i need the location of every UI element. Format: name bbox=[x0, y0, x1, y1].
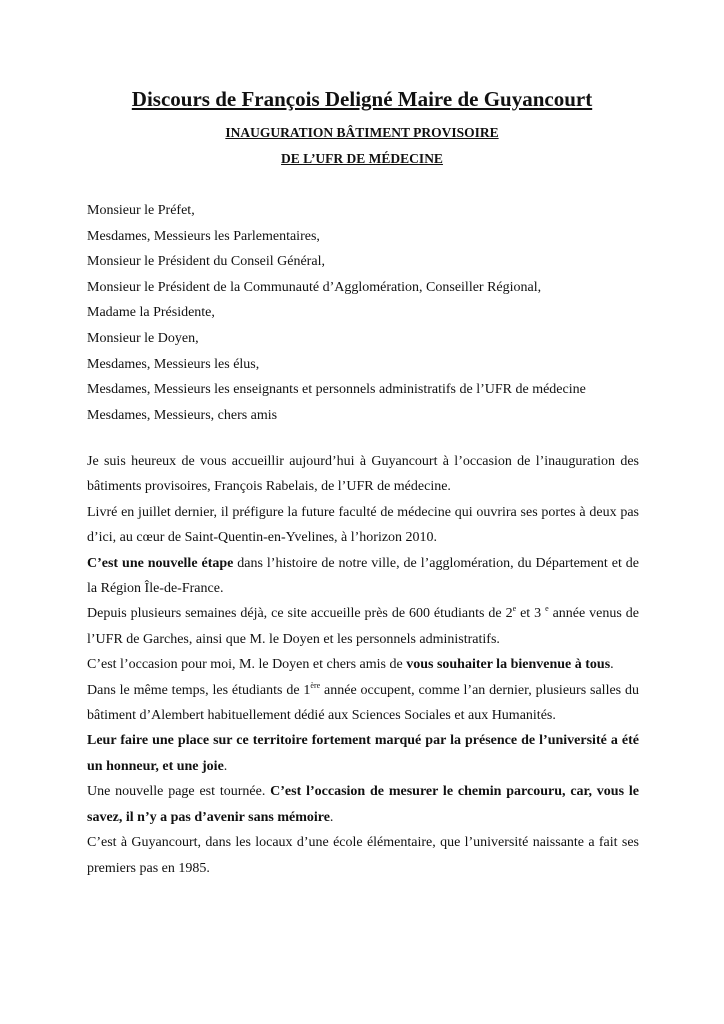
paragraph-history: C’est à Guyancourt, dans les locaux d’une école élémentaire, que l’université naissante a fait ses premiers pas en 1985. bbox=[87, 835, 639, 876]
paragraph-text: . bbox=[329, 809, 334, 825]
paragraph-new-step bbox=[87, 551, 639, 602]
paragraph-first-year bbox=[87, 678, 639, 729]
bold-text: C’est l’occasion de mesurer le chemin parcouru, car, vous le savez, il n’y a pas d’avenir sans mémoire bbox=[87, 784, 639, 825]
paragraph-welcome-all bbox=[87, 652, 639, 677]
salutation-line: Monsieur le Président de la Communauté d’Agglomération, Conseiller Régional, bbox=[87, 279, 542, 295]
ordinal-superscript: e bbox=[512, 604, 517, 614]
speech-body bbox=[87, 449, 639, 881]
salutation-line: Mesdames, Messieurs les Parlementaires, bbox=[87, 228, 320, 244]
paragraph-text: année occupent, comme l’an dernier, plusieurs salles du bâtiment d’Alembert habituellement dédié aux Sciences Sociales et aux Humanités. bbox=[87, 682, 639, 724]
paragraph-delivery: Livré en juillet dernier, il préfigure la future faculté de médecine qui ouvrira ses portes à deux pas d’ici, au cœur de Saint-Quentin-en-Yvelines, à l’horizon 2010. bbox=[87, 504, 639, 546]
paragraph-students bbox=[87, 601, 639, 652]
paragraph-welcome: Je suis heureux de vous accueillir aujourd’hui à Guyancourt à l’occasion de l’inauguration des bâtiments provisoires, François Rabelais, de l’UFR de médecine. bbox=[87, 454, 639, 495]
subtitle-line-1: INAUGURATION BÂTIMENT PROVISOIRE bbox=[225, 125, 499, 140]
paragraph-new-page bbox=[87, 779, 639, 830]
paragraph-text: année venus de l’UFR de Garches, ainsi que M. le Doyen et les personnels administratifs. bbox=[87, 606, 639, 647]
ordinal-superscript: e bbox=[545, 604, 549, 614]
paragraph-text: Dans le même temps, les étudiants de 1 bbox=[87, 682, 311, 698]
paragraph-text: Depuis plusieurs semaines déjà, ce site accueille près de 600 étudiants de 2 bbox=[87, 606, 513, 622]
paragraph-text: Une nouvelle page est tournée. bbox=[87, 784, 271, 800]
paragraph-honour bbox=[87, 728, 639, 779]
paragraph-text: . bbox=[610, 657, 614, 673]
ordinal-superscript: ère bbox=[310, 680, 321, 690]
paragraph-text: . bbox=[223, 758, 228, 774]
salutation-line: Monsieur le Préfet, bbox=[87, 203, 195, 218]
bold-text: Leur faire une place sur ce territoire fortement marqué par la présence de l’université a été un honneur, et une joie bbox=[87, 733, 639, 774]
salutation-line: Mesdames, Messieurs les élus, bbox=[87, 356, 260, 372]
paragraph-text: dans l’histoire de notre ville, de l’agglomération, du Département et de la Région Île-de-France. bbox=[87, 555, 639, 597]
subtitle-line-2: DE L’UFR DE MÉDECINE bbox=[281, 151, 443, 166]
salutation-line: Monsieur le Président du Conseil Général, bbox=[87, 254, 325, 270]
bold-text: C’est une nouvelle étape bbox=[87, 555, 234, 571]
salutation-line: Mesdames, Messieurs, chers amis bbox=[87, 407, 278, 423]
paragraph-text: C’est l’occasion pour moi, M. le Doyen et chers amis de bbox=[87, 657, 407, 673]
salutations-block bbox=[87, 198, 647, 428]
bold-text: vous souhaiter la bienvenue à tous bbox=[406, 657, 611, 673]
salutation-line: Mesdames, Messieurs les enseignants et personnels administratifs de l’UFR de médecine bbox=[87, 382, 586, 398]
paragraph-text: et 3 bbox=[516, 606, 546, 622]
salutation-line: Madame la Présidente, bbox=[87, 305, 215, 321]
document-title: Discours de François Deligné Maire de Guyancourt bbox=[131, 87, 593, 111]
salutation-line: Monsieur le Doyen, bbox=[87, 330, 199, 346]
